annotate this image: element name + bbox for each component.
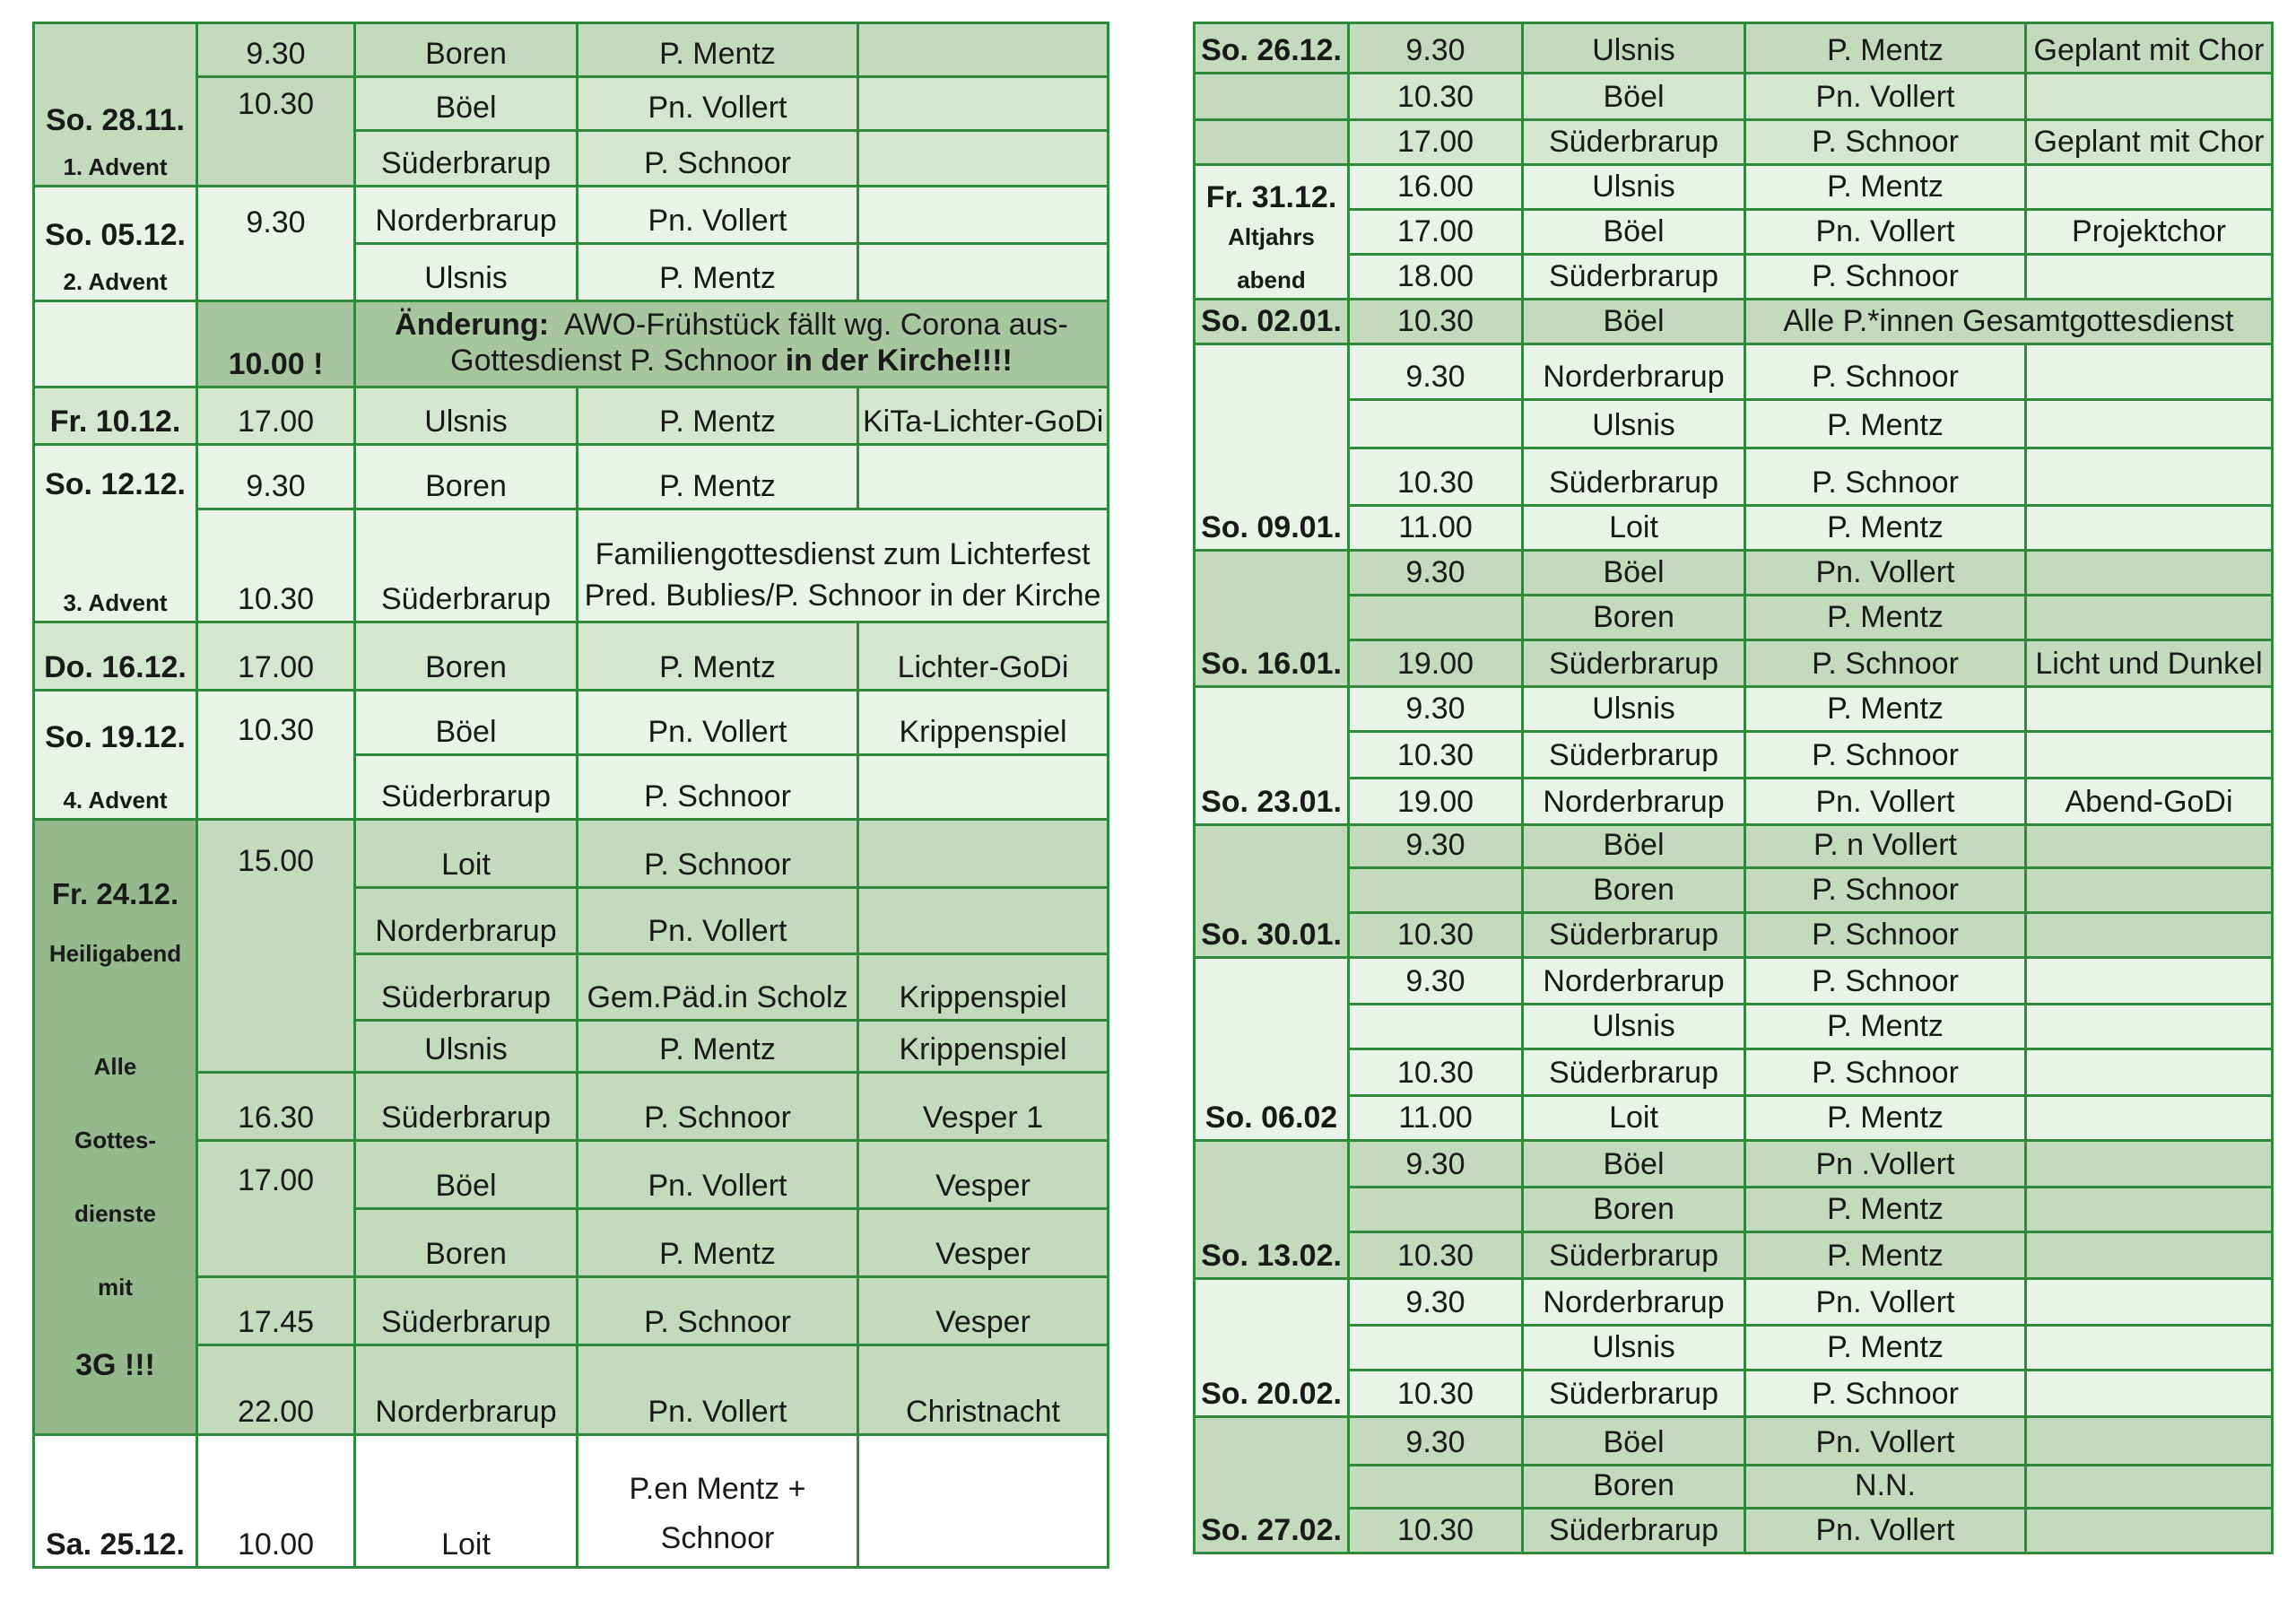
date-cell: So. 02.01. [1195, 300, 1349, 344]
place-cell: Norderbrarup [355, 888, 578, 954]
pastor-cell: Pn. Vollert [1745, 1279, 2026, 1326]
pastor-cell: P. Mentz [1745, 506, 2026, 551]
family-service-line-1: Familiengottesdienst zum Lichterfest [595, 537, 1091, 572]
place-cell: Norderbrarup [355, 187, 578, 244]
place-cell: Ulsnis [1523, 400, 1745, 448]
note-cell: Vesper [858, 1209, 1109, 1277]
date-cell: Do. 16.12. [34, 622, 197, 691]
place-cell: Norderbrarup [1523, 1279, 1745, 1326]
pastor-line-2: Schnoor [660, 1520, 775, 1555]
place-cell: Boren [355, 445, 578, 509]
place-cell: Böel [1523, 551, 1745, 596]
pastor-cell: Pn. Vollert [578, 1345, 858, 1435]
note-cell: Lichter-GoDi [858, 622, 1109, 691]
pastor-cell: P. Mentz [1745, 400, 2026, 448]
pastor-cell: P. Schnoor [1745, 640, 2026, 687]
place-cell: Süderbrarup [1523, 1370, 1745, 1417]
pastor-cell: P. Mentz [1745, 1326, 2026, 1370]
time-cell: 9.30 [1349, 551, 1523, 596]
pastor-cell: P. Schnoor [1745, 958, 2026, 1005]
place-cell: Süderbrarup [1523, 448, 1745, 506]
place-cell: Boren [355, 1209, 578, 1277]
pastor-cell: P. Schnoor [578, 1277, 858, 1345]
time-cell: 17.00 [1349, 120, 1523, 165]
date-cell [1195, 165, 1349, 300]
note-cell [2026, 868, 2273, 913]
note-cell [2026, 1370, 2273, 1417]
note-cell [2026, 596, 2273, 640]
date-cell: Sa. 25.12. [34, 1435, 197, 1568]
place-cell: Süderbrarup [1523, 913, 1745, 958]
note-cell [858, 131, 1109, 187]
pastor-cell: N.N. [1745, 1466, 2026, 1509]
time-cell: 10.30 [1349, 448, 1523, 506]
place-cell: Loit [1523, 1096, 1745, 1141]
date-text: Fr. 31.12. [1205, 180, 1337, 215]
note-cell [858, 445, 1109, 509]
date-cell: So. 20.02. [1195, 1279, 1349, 1417]
place-cell: Boren [1523, 1188, 1745, 1232]
time-cell: 10.30 [1349, 913, 1523, 958]
note-cell [858, 1435, 1109, 1568]
note-cell [2026, 1096, 2273, 1141]
note-cell [858, 77, 1109, 131]
note-cell: Licht und Dunkel [2026, 640, 2273, 687]
place-cell: Süderbrarup [355, 131, 578, 187]
pastor-cell: P. Schnoor [1745, 1370, 2026, 1417]
note-cell [2026, 1509, 2273, 1553]
pastor-cell: Pn. Vollert [1745, 779, 2026, 825]
time-cell [1349, 1326, 1523, 1370]
time-cell: 10.30 [1349, 1370, 1523, 1417]
date-cell: Fr. 10.12. [34, 387, 197, 445]
place-cell: Böel [355, 77, 578, 131]
pastor-cell: P. Mentz [578, 387, 858, 445]
occasion-text: 4. Advent [63, 787, 168, 814]
note-cell: Krippenspiel [858, 1021, 1109, 1073]
place-cell: Böel [1523, 825, 1745, 868]
notice-line: Gottes- [74, 1127, 156, 1154]
time-cell: 10.30 [197, 77, 355, 187]
place-cell: Ulsnis [1523, 1326, 1745, 1370]
place-cell: Böel [1523, 74, 1745, 120]
note-cell [2026, 1188, 2273, 1232]
time-cell: 17.00 [197, 622, 355, 691]
date-cell: So. 23.01. [1195, 687, 1349, 825]
pastor-cell: P. Schnoor [1745, 913, 2026, 958]
pastor-cell: P. Schnoor [1745, 1049, 2026, 1096]
pastor-cell: P. Schnoor [1745, 448, 2026, 506]
notice-line: dienste [74, 1200, 157, 1228]
date-cell [34, 23, 197, 187]
date-text: So. 12.12. [45, 467, 186, 502]
service-table-left [32, 22, 1109, 1569]
note-cell [858, 755, 1109, 820]
place-cell: Süderbrarup [355, 954, 578, 1021]
place-cell: Ulsnis [1523, 23, 1745, 74]
time-cell: 9.30 [1349, 1417, 1523, 1466]
christmas-eve-cell [34, 820, 197, 1435]
date-text: So. 05.12. [45, 218, 186, 253]
family-service-note [578, 509, 1109, 622]
note-cell [2026, 551, 2273, 596]
place-cell: Boren [355, 622, 578, 691]
place-cell: Norderbrarup [1523, 958, 1745, 1005]
time-cell: 16.00 [1349, 165, 1523, 210]
date-cell [34, 301, 197, 387]
pastor-cell: P. Schnoor [578, 131, 858, 187]
place-cell: Süderbrarup [1523, 1049, 1745, 1096]
place-cell: Süderbrarup [1523, 732, 1745, 779]
time-cell: 10.30 [197, 691, 355, 820]
pastor-cell: P. Mentz [1745, 1188, 2026, 1232]
time-cell: 10.30 [1349, 1509, 1523, 1553]
date-cell: So. 09.01. [1195, 344, 1349, 551]
time-cell: 22.00 [197, 1345, 355, 1435]
date-cell [1195, 120, 1349, 165]
pastor-cell: P. Mentz [578, 622, 858, 691]
pastor-cell: Pn. Vollert [578, 1141, 858, 1209]
place-cell: Ulsnis [1523, 687, 1745, 732]
time-cell: 9.30 [197, 445, 355, 509]
time-cell: 16.30 [197, 1073, 355, 1141]
time-cell: 17.00 [197, 1141, 355, 1277]
pastor-cell: P. Mentz [578, 244, 858, 301]
pastor-cell: Pn .Vollert [1745, 1141, 2026, 1188]
note-cell: KiTa-Lichter-GoDi [858, 387, 1109, 445]
pastor-cell: P. Mentz [1745, 687, 2026, 732]
note-cell [2026, 1466, 2273, 1509]
place-cell: Loit [355, 820, 578, 888]
place-cell: Süderbrarup [1523, 1509, 1745, 1553]
change-text-3: in der Kirche!!!! [785, 343, 1013, 378]
place-cell: Böel [1523, 300, 1745, 344]
note-cell [2026, 958, 2273, 1005]
place-cell: Böel [1523, 1417, 1745, 1466]
pastor-cell: Pn. Vollert [578, 187, 858, 244]
pastor-cell: P. Mentz [1745, 1096, 2026, 1141]
pastor-cell: P. Schnoor [1745, 120, 2026, 165]
note-cell: Christnacht [858, 1345, 1109, 1435]
note-cell [2026, 400, 2273, 448]
note-cell [858, 888, 1109, 954]
time-cell: 19.00 [1349, 779, 1523, 825]
notice-line: 3G !!! [75, 1347, 155, 1382]
occasion-text: 3. Advent [63, 589, 168, 617]
pastor-cell: Gem.Päd.in Scholz [578, 954, 858, 1021]
place-cell: Loit [1523, 506, 1745, 551]
time-cell [1349, 1466, 1523, 1509]
time-cell: 15.00 [197, 820, 355, 1073]
pastor-cell: P. n Vollert [1745, 825, 2026, 868]
pastor-cell: P. Schnoor [578, 820, 858, 888]
note-cell: Geplant mit Chor [2026, 120, 2273, 165]
place-cell: Ulsnis [1523, 165, 1745, 210]
note-cell: Projektchor [2026, 210, 2273, 255]
time-cell [1349, 1188, 1523, 1232]
pastor-cell: P. Mentz [1745, 1232, 2026, 1279]
time-cell: 10.30 [1349, 1049, 1523, 1096]
pastor-cell: Pn. Vollert [1745, 74, 2026, 120]
date-cell: So. 30.01. [1195, 825, 1349, 958]
place-cell: Süderbrarup [355, 1073, 578, 1141]
time-cell: 9.30 [1349, 825, 1523, 868]
note-cell [2026, 687, 2273, 732]
pastor-cell: P. Schnoor [1745, 344, 2026, 400]
note-cell [2026, 448, 2273, 506]
change-text-2: Gottesdienst P. Schnoor [450, 343, 778, 378]
pastor-cell: P. Mentz [1745, 1005, 2026, 1049]
date-cell [34, 691, 197, 820]
place-cell: Boren [1523, 596, 1745, 640]
pastor-cell: Pn. Vollert [1745, 210, 2026, 255]
place-cell: Loit [355, 1435, 578, 1568]
note-cell [2026, 1417, 2273, 1466]
time-cell [1349, 596, 1523, 640]
pastor-cell: Pn. Vollert [578, 888, 858, 954]
occasion-text: Altjahrs [1228, 223, 1315, 251]
time-cell: 10.30 [197, 509, 355, 622]
note-cell [2026, 1279, 2273, 1326]
date-cell: So. 13.02. [1195, 1141, 1349, 1279]
service-table-right [1193, 22, 2274, 1554]
date-cell: So. 26.12. [1195, 23, 1349, 74]
place-cell: Ulsnis [1523, 1005, 1745, 1049]
time-cell [1349, 868, 1523, 913]
note-cell [858, 244, 1109, 301]
place-cell: Ulsnis [355, 387, 578, 445]
place-cell: Ulsnis [355, 244, 578, 301]
time-cell: 9.30 [1349, 344, 1523, 400]
place-cell: Böel [355, 1141, 578, 1209]
date-cell [1195, 74, 1349, 120]
change-label: Änderung: [395, 308, 550, 343]
pastor-cell: Pn. Vollert [578, 691, 858, 755]
notice-line: Alle [93, 1053, 137, 1081]
note-cell [2026, 1326, 2273, 1370]
note-cell [2026, 913, 2273, 958]
pastor-cell: P. Schnoor [1745, 868, 2026, 913]
time-cell: 9.30 [197, 23, 355, 77]
note-cell [2026, 165, 2273, 210]
pastor-cell: P. Mentz [578, 1021, 858, 1073]
time-cell: 9.30 [1349, 1279, 1523, 1326]
notice-line: mit [98, 1274, 133, 1301]
time-cell: 10.30 [1349, 74, 1523, 120]
note-cell: Abend-GoDi [2026, 779, 2273, 825]
place-cell: Boren [355, 23, 578, 77]
pastor-cell: P. Schnoor [578, 755, 858, 820]
time-cell: 10.00 [197, 1435, 355, 1568]
pastor-cell: P. Mentz [1745, 165, 2026, 210]
date-cell [34, 187, 197, 301]
date-text: So. 28.11. [46, 103, 185, 138]
pastor-cell: P. Mentz [578, 445, 858, 509]
time-cell: 10.30 [1349, 732, 1523, 779]
note-cell: Vesper 1 [858, 1073, 1109, 1141]
note-cell [2026, 1005, 2273, 1049]
place-cell: Süderbrarup [1523, 120, 1745, 165]
time-cell: 17.00 [1349, 210, 1523, 255]
place-cell: Böel [1523, 210, 1745, 255]
note-cell [2026, 506, 2273, 551]
pastor-line-1: P.en Mentz + [629, 1472, 806, 1507]
date-cell: So. 16.01. [1195, 551, 1349, 687]
time-cell [1349, 400, 1523, 448]
note-cell [2026, 344, 2273, 400]
pastor-cell: Pn. Vollert [1745, 1509, 2026, 1553]
time-cell [1349, 1005, 1523, 1049]
place-cell: Süderbrarup [1523, 1232, 1745, 1279]
note-cell [858, 23, 1109, 77]
place-cell: Süderbrarup [355, 755, 578, 820]
date-text: So. 19.12. [45, 720, 186, 755]
note-cell: Krippenspiel [858, 691, 1109, 755]
pastor-cell [578, 1435, 858, 1568]
pastor-cell: P. Schnoor [1745, 732, 2026, 779]
time-cell: 9.30 [1349, 23, 1523, 74]
place-cell: Böel [1523, 1141, 1745, 1188]
time-cell: 10.30 [1349, 1232, 1523, 1279]
pastor-cell: Pn. Vollert [578, 77, 858, 131]
place-cell: Ulsnis [355, 1021, 578, 1073]
change-notice [355, 301, 1109, 387]
note-cell [2026, 732, 2273, 779]
time-cell: 11.00 [1349, 1096, 1523, 1141]
family-service-line-2: Pred. Bublies/P. Schnoor in der Kirche [584, 579, 1101, 613]
place-cell: Boren [1523, 1466, 1745, 1509]
time-cell: 10.30 [1349, 300, 1523, 344]
time-cell: 18.00 [1349, 255, 1523, 300]
time-cell: 17.45 [197, 1277, 355, 1345]
note-cell: Vesper [858, 1277, 1109, 1345]
time-cell: 9.30 [1349, 958, 1523, 1005]
pastor-cell: P. Mentz [1745, 23, 2026, 74]
pastor-cell: P. Schnoor [578, 1073, 858, 1141]
time-cell: 11.00 [1349, 506, 1523, 551]
date-text: Fr. 24.12. [51, 876, 179, 910]
place-cell: Boren [1523, 868, 1745, 913]
note-cell: Vesper [858, 1141, 1109, 1209]
note-cell [858, 187, 1109, 244]
note-cell [2026, 74, 2273, 120]
note-cell [2026, 1049, 2273, 1096]
occasion-text: 1. Advent [63, 153, 168, 181]
occasion-text: 2. Advent [63, 268, 168, 296]
occasion-text: Heiligabend [48, 940, 182, 968]
note-cell: Krippenspiel [858, 954, 1109, 1021]
time-cell: 10.00 ! [197, 301, 355, 387]
date-cell: So. 27.02. [1195, 1417, 1349, 1553]
pastor-cell: P. Mentz [578, 23, 858, 77]
pastor-cell: Pn. Vollert [1745, 551, 2026, 596]
pastor-cell: P. Schnoor [1745, 255, 2026, 300]
pastor-cell: P. Mentz [1745, 596, 2026, 640]
note-cell: Geplant mit Chor [2026, 23, 2273, 74]
time-cell: 17.00 [197, 387, 355, 445]
note-cell [2026, 255, 2273, 300]
pastor-cell: Pn. Vollert [1745, 1417, 2026, 1466]
time-cell: 9.30 [197, 187, 355, 301]
place-cell: Süderbrarup [355, 509, 578, 622]
change-text-1: AWO-Frühstück fällt wg. Corona aus- [564, 308, 1068, 343]
time-cell: 19.00 [1349, 640, 1523, 687]
occasion-text: abend [1237, 266, 1306, 294]
note-cell [2026, 1141, 2273, 1188]
place-cell: Böel [355, 691, 578, 755]
time-cell: 9.30 [1349, 687, 1523, 732]
note-cell [2026, 1232, 2273, 1279]
note-cell: Alle P.*innen Gesamtgottesdienst [1745, 300, 2273, 344]
note-cell [858, 820, 1109, 888]
place-cell: Süderbrarup [1523, 255, 1745, 300]
time-cell: 9.30 [1349, 1141, 1523, 1188]
pastor-cell: P. Mentz [578, 1209, 858, 1277]
date-cell: So. 06.02 [1195, 958, 1349, 1141]
place-cell: Norderbrarup [355, 1345, 578, 1435]
place-cell: Süderbrarup [1523, 640, 1745, 687]
place-cell: Norderbrarup [1523, 344, 1745, 400]
date-cell [34, 445, 197, 622]
note-cell [2026, 825, 2273, 868]
place-cell: Süderbrarup [355, 1277, 578, 1345]
place-cell: Norderbrarup [1523, 779, 1745, 825]
